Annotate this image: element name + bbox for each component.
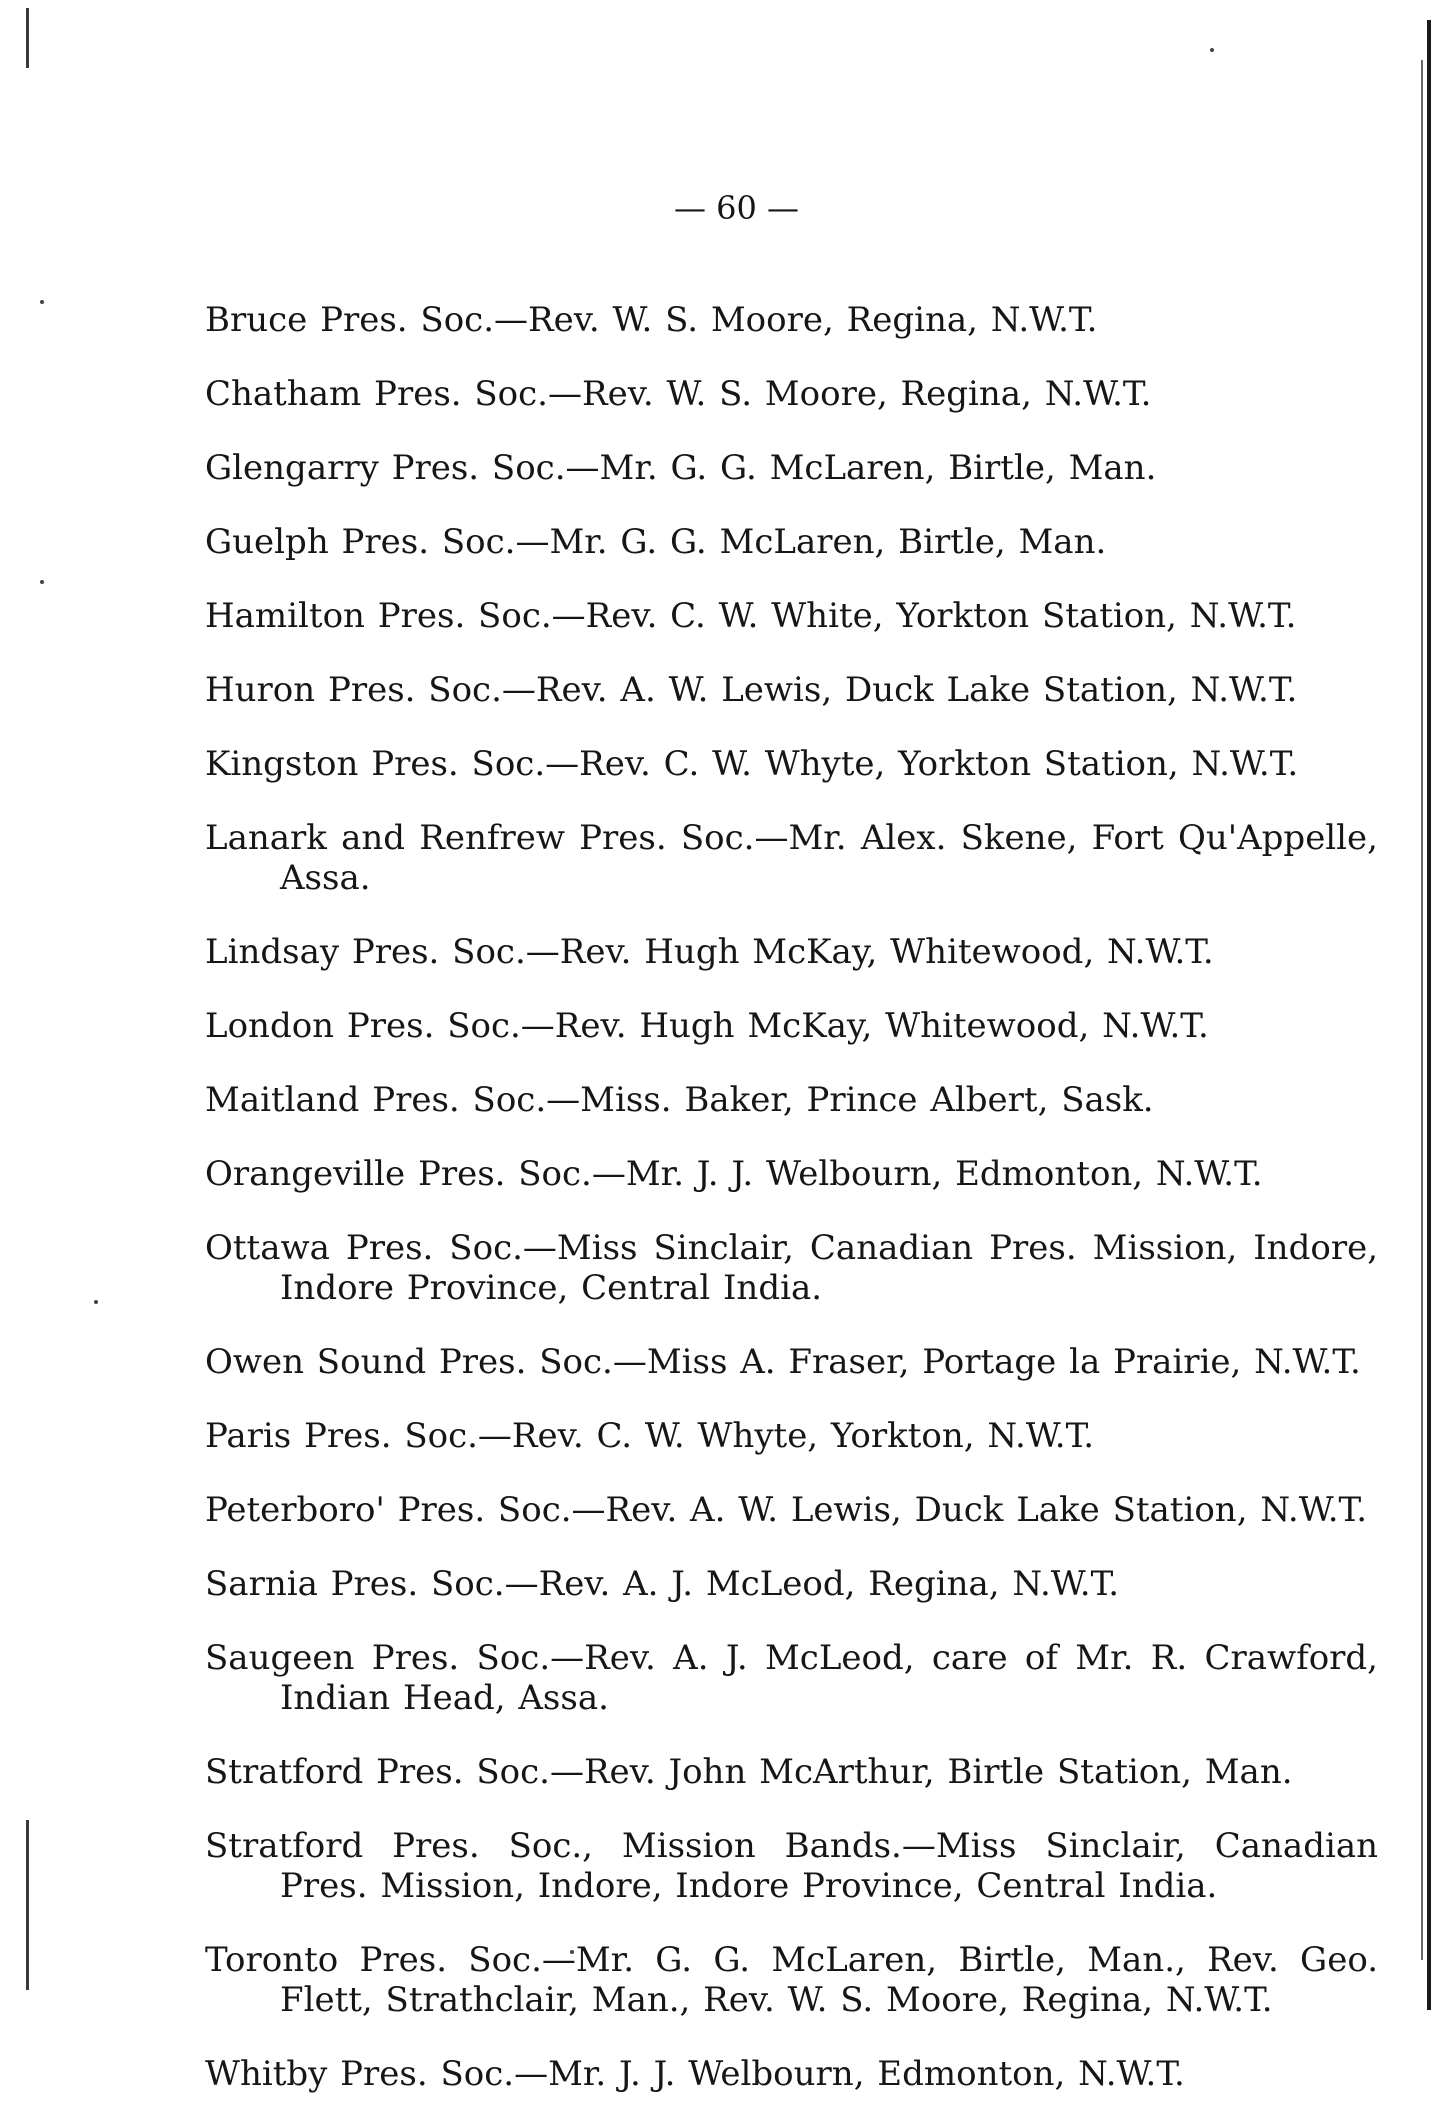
list-item: Maitland Pres. Soc.—Miss. Baker, Prince Albert, Sask. xyxy=(205,1080,1154,1120)
scan-speck xyxy=(1210,48,1214,52)
list-item: Kingston Pres. Soc.—Rev. C. W. Whyte, Yorkton Station, N.W.T. xyxy=(205,744,1299,784)
list-item: Hamilton Pres. Soc.—Rev. C. W. White, Yorkton Station, N.W.T. xyxy=(205,596,1297,636)
list-item: Chatham Pres. Soc.—Rev. W. S. Moore, Regina, N.W.T. xyxy=(205,374,1152,414)
scan-speck xyxy=(40,580,44,584)
list-item: Orangeville Pres. Soc.—Mr. J. J. Welbourn, Edmonton, N.W.T. xyxy=(205,1154,1263,1194)
page-number: — 60 — xyxy=(673,189,800,227)
scan-speck xyxy=(94,1300,98,1304)
list-item: Saugeen Pres. Soc.—Rev. A. J. McLeod, care of Mr. R. Crawford, Indian Head, Assa. xyxy=(205,1638,1378,1718)
binding-mark-bottom xyxy=(26,1820,29,1990)
scan-speck xyxy=(40,300,44,304)
list-item: Toronto Pres. Soc.—Mr. G. G. McLaren, Birtle, Man., Rev. Geo. Flett, Strathclair, Man., Rev. W. S. Moore, Regina, N.W.T. xyxy=(205,1940,1378,2020)
page-edge-shadow xyxy=(1427,20,1431,2010)
list-item: Guelph Pres. Soc.—Mr. G. G. McLaren, Birtle, Man. xyxy=(205,522,1107,562)
list-item: Huron Pres. Soc.—Rev. A. W. Lewis, Duck Lake Station, N.W.T. xyxy=(205,670,1298,710)
list-item: Paris Pres. Soc.—Rev. C. W. Whyte, Yorkton, N.W.T. xyxy=(205,1416,1095,1456)
list-item: Bruce Pres. Soc.—Rev. W. S. Moore, Regina, N.W.T. xyxy=(205,300,1098,340)
list-item: Ottawa Pres. Soc.—Miss Sinclair, Canadian Pres. Mission, Indore, Indore Province, Central India. xyxy=(205,1228,1378,1308)
list-item: London Pres. Soc.—Rev. Hugh McKay, Whitewood, N.W.T. xyxy=(205,1006,1209,1046)
list-item: Whitby Pres. Soc.—Mr. J. J. Welbourn, Edmonton, N.W.T. xyxy=(205,2054,1185,2094)
list-item: Owen Sound Pres. Soc.—Miss A. Fraser, Portage la Prairie, N.W.T. xyxy=(205,1342,1361,1382)
list-item: Peterboro' Pres. Soc.—Rev. A. W. Lewis, Duck Lake Station, N.W.T. xyxy=(205,1490,1367,1530)
list-item: Stratford Pres. Soc.—Rev. John McArthur, Birtle Station, Man. xyxy=(205,1752,1293,1792)
list-item: Stratford Pres. Soc., Mission Bands.—Miss Sinclair, Canadian Pres. Mission, Indore, Indore Province, Central India. xyxy=(205,1826,1378,1906)
binding-mark-top xyxy=(26,8,29,68)
list-item: Sarnia Pres. Soc.—Rev. A. J. McLeod, Regina, N.W.T. xyxy=(205,1564,1120,1604)
page-edge-line xyxy=(1421,60,1423,1960)
list-item: Lindsay Pres. Soc.—Rev. Hugh McKay, Whitewood, N.W.T. xyxy=(205,932,1214,972)
list-item: Glengarry Pres. Soc.—Mr. G. G. McLaren, Birtle, Man. xyxy=(205,448,1157,488)
society-list xyxy=(205,266,1378,2102)
list-item: Lanark and Renfrew Pres. Soc.—Mr. Alex. Skene, Fort Qu'Appelle, Assa. xyxy=(205,818,1378,898)
